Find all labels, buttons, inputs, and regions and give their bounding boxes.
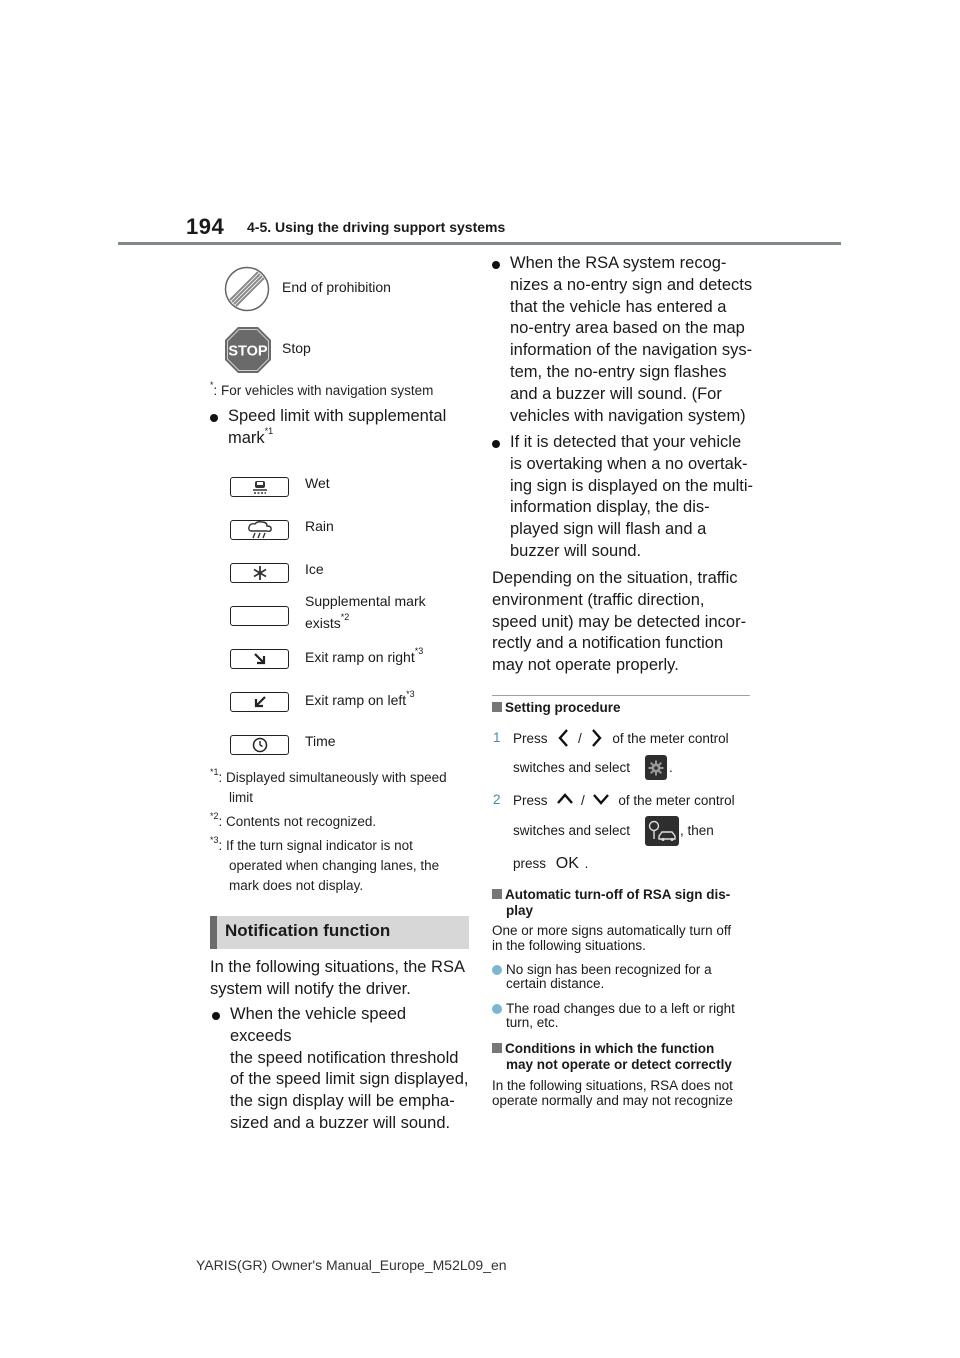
auto-turn-off-text-2: in the following situations. xyxy=(492,938,646,953)
page-number: 194 xyxy=(186,214,225,239)
mark-label-time: Time xyxy=(305,733,336,749)
ok-button-icon: OK xyxy=(555,855,579,872)
bullet-dot xyxy=(212,1012,220,1020)
mark-label-rain: Rain xyxy=(305,518,334,534)
footnote-1: $^{*1}$: Displayed simultaneously with speed xyxy=(210,766,447,785)
mark-label-supplemental-exists: exists$^{*2}$ xyxy=(305,612,350,631)
footnote-1-cont: limit xyxy=(229,790,253,805)
auto-turn-off-heading: Automatic turn-off of RSA sign dis- xyxy=(492,887,754,903)
chevron-down-icon xyxy=(592,792,610,806)
bullet-overtaking: If it is detected that your vehicle is overtaking when a no overtak- ing sign is displayed on the multi- information display, the dis- played sign will flash and a buzzer will sound. xyxy=(492,432,754,563)
auto-bullet-2: The road changes due to a left or right turn, etc. xyxy=(492,1002,754,1030)
chevron-right-icon xyxy=(589,728,603,748)
conditions-text-1: In the following situations, RSA does not xyxy=(492,1078,733,1093)
bullet-no-entry: When the RSA system recog- nizes a no-entry sign and detects that the vehicle has entered a no-entry area based on the map information of the navigation sys- tem, the no-entry sign flashes and a buzzer will sound. (For vehicles with navigation system) xyxy=(492,253,754,427)
bullet-dot xyxy=(492,440,500,448)
wet-road-icon xyxy=(230,477,289,497)
notification-intro-2: system will notify the driver. xyxy=(210,980,411,998)
end-of-prohibition-icon xyxy=(224,266,270,312)
setting-procedure-heading: Setting procedure xyxy=(492,700,621,716)
rain-cloud-icon xyxy=(230,520,289,540)
notification-heading-text: Notification function xyxy=(225,921,391,940)
footer-manual-id: YARIS(GR) Owner's Manual_Europe_M52L09_en xyxy=(196,1257,507,1273)
step-1-line2: switches and select xyxy=(513,760,631,775)
rsa-sign-icon xyxy=(645,816,679,846)
mark-label-wet: Wet xyxy=(305,475,330,491)
footnote-3: $^{*3}$: If the turn signal indicator is not xyxy=(210,834,413,853)
conditions-text-2: operate normally and may not recognize xyxy=(492,1093,733,1108)
footnote-2: $^{*2}$: Contents not recognized. xyxy=(210,810,377,829)
sign-label-end-of-prohibition: End of prohibition xyxy=(282,279,391,295)
snowflake-icon xyxy=(230,563,289,583)
step-2-line3: press OK . xyxy=(513,855,589,872)
bullet-dot xyxy=(492,261,500,269)
clock-icon xyxy=(230,735,289,755)
bullet-speed-exceeds: When the vehicle speed exceeds the speed notification threshold of the speed limit sign displayed, the sign display will be empha- sized and a buzzer will sound. xyxy=(212,1004,472,1135)
bullet-supplemental: Speed limit with supplemental mark$^{*1}$ xyxy=(210,406,460,450)
notification-section-header xyxy=(210,916,469,949)
stop-sign-icon xyxy=(224,326,272,374)
step-2-number: 2 xyxy=(493,792,501,807)
mark-label-exit-left: Exit ramp on left$^{*3}$ xyxy=(305,689,415,708)
conditions-heading-cont: may not operate or detect correctly xyxy=(506,1057,732,1072)
footnote-3-cont2: mark does not display. xyxy=(229,878,364,893)
step-1-number: 1 xyxy=(493,730,501,745)
step-2-then: , then xyxy=(680,823,714,838)
settings-gear-icon xyxy=(645,755,667,780)
step-1-line1: Press / of the meter control xyxy=(513,728,753,749)
chevron-left-icon xyxy=(557,728,571,748)
mark-label-supplemental-line1: Supplemental mark xyxy=(305,593,426,609)
signs-note: *: For vehicles with navigation system xyxy=(210,379,434,398)
bullet-dot xyxy=(210,414,218,422)
auto-bullet-1: No sign has been recognized for a certain distance. xyxy=(492,963,754,991)
chevron-up-icon xyxy=(556,792,574,806)
step-2-line1: Press / of the meter control xyxy=(513,793,735,808)
conditions-heading: Conditions in which the function xyxy=(492,1041,754,1057)
depending-paragraph: Depending on the situation, traffic environment (traffic direction, speed unit) may be detected incor- rectly and a notification function may not operate properly. xyxy=(492,569,747,675)
step-2-line2: switches and select xyxy=(513,823,631,838)
bullet-dot xyxy=(492,1004,502,1014)
mark-label-exit-right: Exit ramp on right$^{*3}$ xyxy=(305,646,424,665)
auto-turn-off-text-1: One or more signs automatically turn off xyxy=(492,923,732,938)
sign-label-stop: Stop xyxy=(282,340,311,356)
header-rule xyxy=(118,242,841,245)
notification-intro-1: In the following situations, the RSA xyxy=(210,958,465,976)
divider xyxy=(492,695,750,696)
step-1-end: . xyxy=(669,760,673,775)
footnote-3-cont1: operated when changing lanes, the xyxy=(229,858,440,873)
mark-label-ice: Ice xyxy=(305,561,324,577)
stop-sign-text: STOP xyxy=(228,343,268,360)
arrow-down-left-icon xyxy=(230,692,289,712)
auto-turn-off-heading-cont: play xyxy=(506,903,534,918)
section-title: 4-5. Using the driving support systems xyxy=(247,219,506,235)
blank-mark-icon xyxy=(230,606,289,626)
bullet-dot xyxy=(492,965,502,975)
arrow-down-right-icon xyxy=(230,649,289,669)
